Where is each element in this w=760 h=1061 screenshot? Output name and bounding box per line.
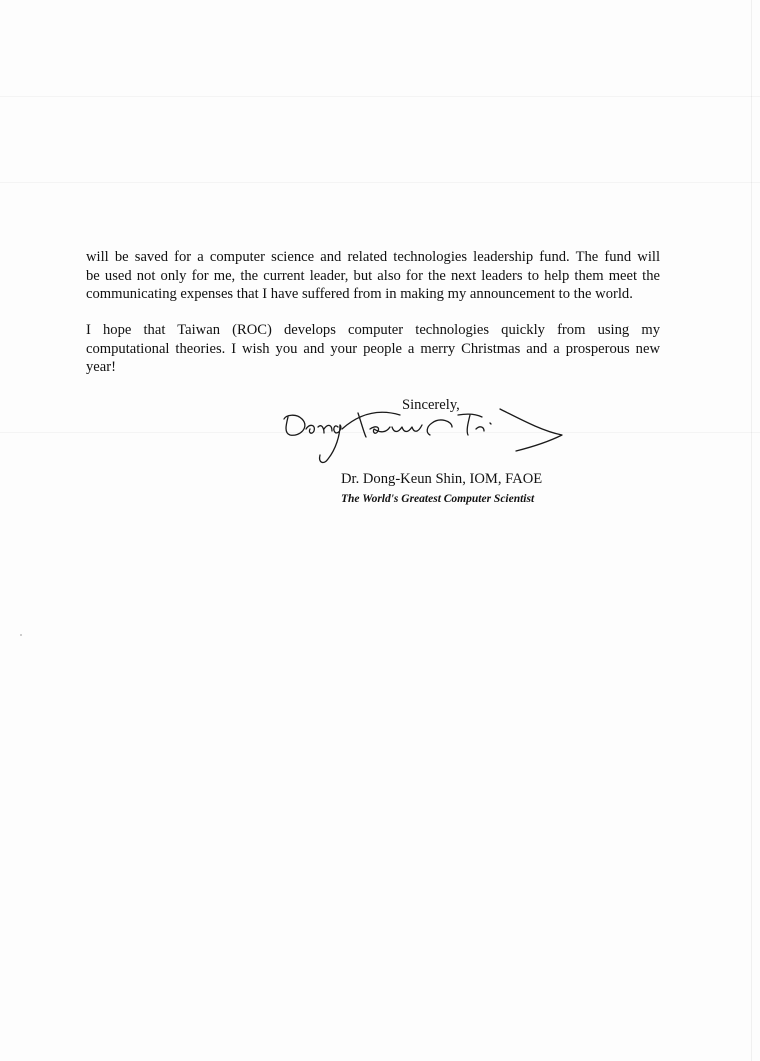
closing-salutation: Sincerely,	[402, 397, 460, 413]
paragraph-line: communicating expenses that I have suffered from in making my announcement to the world.	[86, 286, 633, 302]
paragraph-line: will be saved for a computer science and related technologies leadership fund. The fund will	[86, 249, 660, 265]
paragraph-line: computational theories. I wish you and your people a merry Christmas and a prosperous new	[86, 340, 660, 357]
scan-artifact	[0, 182, 760, 183]
scan-edge	[751, 0, 752, 1061]
scan-artifact	[0, 96, 760, 97]
signer-name: Dr. Dong-Keun Shin, IOM, FAOE	[341, 471, 543, 487]
paragraph-line: year!	[86, 359, 116, 375]
paragraph-line: be used not only for me, the current leader, but also for the next leaders to help them meet the	[86, 267, 660, 284]
scan-speck	[20, 634, 22, 636]
body-paragraph-1	[86, 248, 660, 304]
handwritten-signature	[280, 405, 580, 475]
body-paragraph-2	[86, 321, 660, 377]
signer-title: The World's Greatest Computer Scientist	[341, 493, 535, 505]
paragraph-line: I hope that Taiwan (ROC) develops computer technologies quickly from using my	[86, 322, 660, 338]
